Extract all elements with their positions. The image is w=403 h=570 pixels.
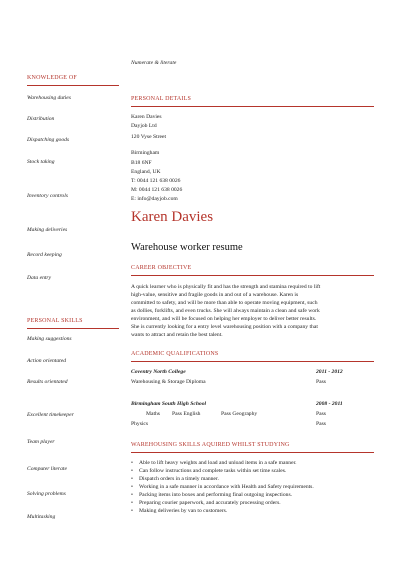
knowledge-item: Inventory controls <box>27 193 68 199</box>
objective-line: She is currently looking for a entry level warehousing position with a company that <box>131 324 318 330</box>
list-item: • Preparing courier paperwork, and accurately processing orders. <box>131 499 314 507</box>
personal-email[interactable]: E: info@dayjob.com <box>131 196 178 202</box>
college-course: Warehousing & Storage Diploma <box>131 379 206 385</box>
personal-country: England, UK <box>131 169 161 175</box>
academic-rule <box>131 361 374 362</box>
objective-line: high-value, sensitive and fragile goods in and out of a warehouse. Karen is <box>131 292 299 298</box>
college-name: Coventry North College <box>131 369 186 375</box>
knowledge-item: Distribution <box>27 116 55 122</box>
personal-rule <box>131 106 374 107</box>
objective-rule <box>131 275 374 276</box>
list-item: • Making deliveries by van to customers. <box>131 507 314 515</box>
knowledge-item: Record keeping <box>27 252 62 258</box>
skill-item: Computer literate <box>27 466 67 472</box>
skills-heading: PERSONAL SKILLS <box>27 318 83 324</box>
personal-city: Birmingham <box>131 150 160 156</box>
knowledge-item: Warehousing duties <box>27 95 71 101</box>
knowledge-rule <box>27 85 119 86</box>
skill-item: Results orientated <box>27 379 68 385</box>
subject-maths: Maths <box>146 411 160 417</box>
resume-title: Warehouse worker resume <box>131 242 243 253</box>
knowledge-item: Stock taking <box>27 159 55 165</box>
subject-physics-result: Pass <box>316 421 326 427</box>
objective-line: as dollies, forklifts, and even trucks. She will always maintain a clean and safe work <box>131 308 320 314</box>
skill-item: Solving problems <box>27 491 66 497</box>
knowledge-item: Making deliveries <box>27 227 68 233</box>
warehousing-skills-rule <box>131 452 374 453</box>
personal-street: 120 Vyse Street <box>131 134 167 140</box>
objective-line: A quick learner who is physically fit and has the strength and stamina required to lift <box>131 284 321 290</box>
school-years: 2008 - 2011 <box>316 401 343 407</box>
school-name: Birmingham South High School <box>131 401 207 407</box>
knowledge-heading: KNOWLEDGE OF <box>27 75 77 81</box>
personal-postcode: B18 6NF <box>131 160 152 166</box>
list-item: • Dispatch orders in a timely manner. <box>131 475 314 483</box>
skill-item: Team player <box>27 439 55 445</box>
list-item: • Can follow instructions and complete tasks within set time scales. <box>131 467 314 475</box>
college-result: Pass <box>316 379 326 385</box>
knowledge-item: Dispatching goods <box>27 137 70 143</box>
subject-geography-result: Pass <box>316 411 326 417</box>
skill-item: Action orientated <box>27 358 66 364</box>
personal-name: Karen Davies <box>131 114 162 120</box>
list-item: • Working in a safe manner in accordance with Health and Safety requirements. <box>131 483 314 491</box>
personal-heading: PERSONAL DETAILS <box>131 96 191 102</box>
top-note: Numerate & literate <box>131 60 177 66</box>
resume-name: Karen Davies <box>131 209 214 225</box>
objective-line: environment, and will be focused on helping her employer to deliver better results. <box>131 316 317 322</box>
academic-heading: ACADEMIC QUALIFICATIONS <box>131 351 219 357</box>
list-item: • Able to lift heavy weights and load and unload items in a safe manner. <box>131 459 314 467</box>
subject-physics: Physics <box>131 421 149 427</box>
skill-item: Excellent timekeeper <box>27 412 74 418</box>
skills-rule <box>27 328 119 329</box>
personal-mobile[interactable]: M: 0044 121 638 0026 <box>131 187 183 193</box>
personal-company: Dayjob Ltd <box>131 123 157 129</box>
personal-telephone[interactable]: T: 0044 121 638 0026 <box>131 178 181 184</box>
objective-heading: CAREER OBJECTIVE <box>131 265 192 271</box>
subject-maths-result: Pass English <box>172 411 201 417</box>
list-item: • Packing items into boxes and performing final outgoing inspections. <box>131 491 314 499</box>
subject-english-result: Pass Geography <box>221 411 258 417</box>
objective-line: committed to safety, and will be more than able to operate moving equipment, such <box>131 300 318 306</box>
college-years: 2011 - 2012 <box>316 369 343 375</box>
knowledge-item: Data entry <box>27 275 52 281</box>
skill-item: Making suggestions <box>27 336 72 342</box>
warehousing-skills-list <box>131 459 314 515</box>
objective-line: wants to attract and retain the best talent. <box>131 332 223 338</box>
warehousing-skills-heading: WAREHOUSING SKILLS AQUIRED WHILST STUDYING <box>131 442 290 448</box>
skill-item: Multitasking <box>27 514 56 520</box>
